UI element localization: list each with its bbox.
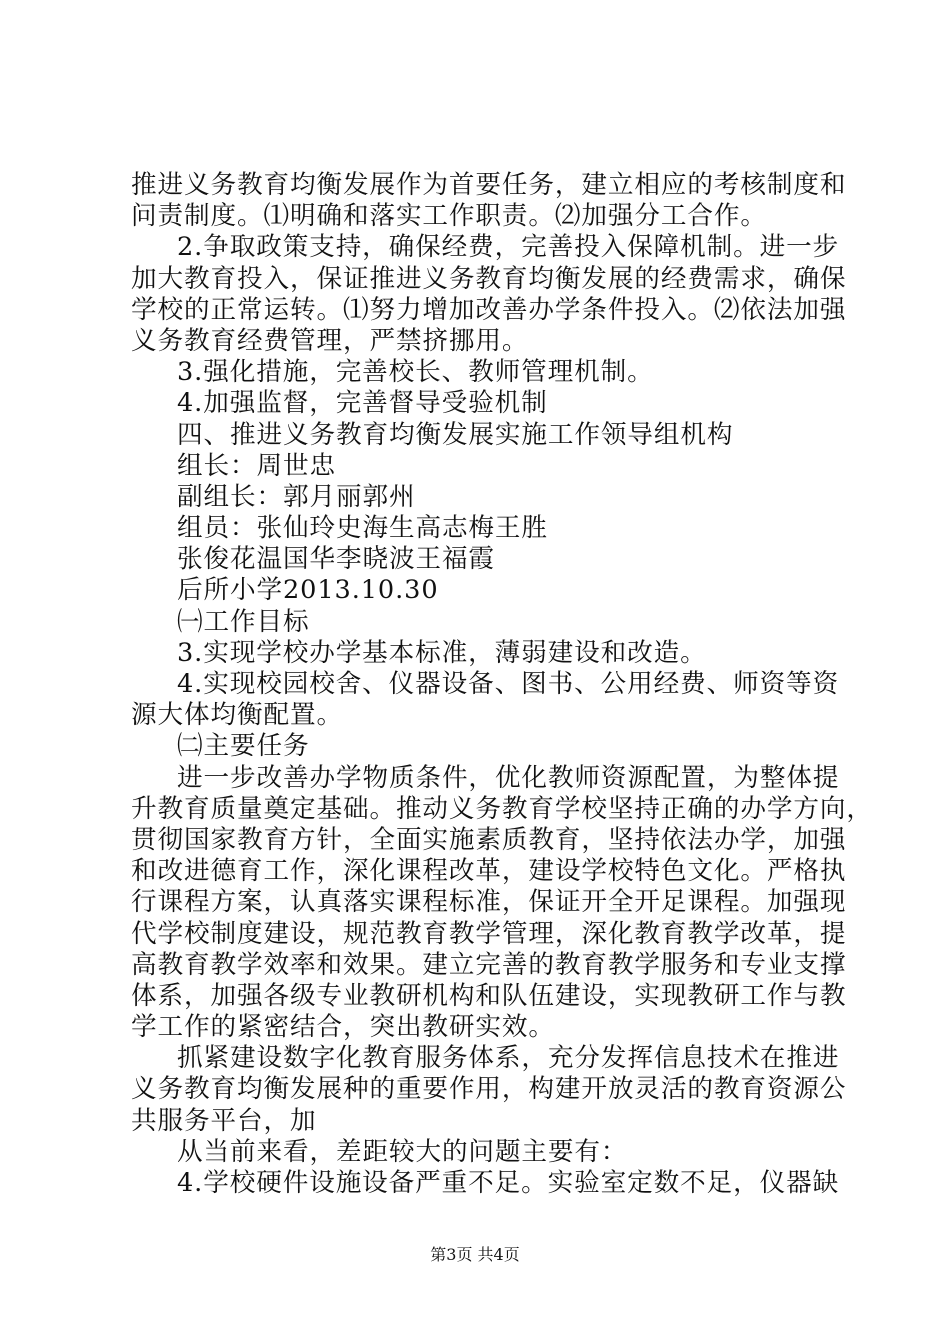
text-line: 抓紧建设数字化教育服务体系，充分发挥信息技术在推进 [177,1043,840,1074]
text-line: 高教育教学效率和效果。建立完善的教育教学服务和专业支撑 [131,949,847,980]
text-line: 副组长：郭月丽郭州 [177,481,416,512]
text-line: 4.加强监督，完善督导受验机制 [177,388,548,419]
text-line: 2.争取政策支持，确保经费，完善投入保障机制。进一步 [177,232,840,263]
text-line: 进一步改善办学物质条件，优化教师资源配置，为整体提 [177,762,840,793]
document-body [131,170,873,1199]
page-footer: 第3页 共4页 [430,1245,520,1264]
text-line: 四、推进义务教育均衡发展实施工作领导组机构 [177,419,734,450]
text-line: 义务教育经费管理，严禁挤挪用。 [131,325,529,356]
text-line: 和改进德育工作，深化课程改革，建设学校特色文化。严格执 [131,856,847,887]
text-line: 代学校制度建设，规范教育教学管理，深化教育教学改革，提 [131,918,847,949]
text-line: 共服务平台，加 [131,1105,317,1136]
text-line: 4.学校硬件设施设备严重不足。实验室定数不足，仪器缺 [177,1168,840,1198]
text-line: 升教育质量奠定基础。推动义务教育学校坚持正确的办学方向， [131,793,873,824]
text-line: 学工作的紧密结合，突出教研实效。 [131,1012,555,1043]
text-line: 组员：张仙玲史海生高志梅王胜 [177,513,548,544]
text-line: 3.强化措施，完善校长、教师管理机制。 [177,357,654,388]
text-line: 体系，加强各级专业教研机构和队伍建设，实现教研工作与教 [131,980,847,1011]
text-line: 从当前来看，差距较大的问题主要有： [177,1136,628,1167]
text-line: 加大教育投入，保证推进义务教育均衡发展的经费需求，确保 [131,263,847,294]
text-line: 学校的正常运转。⑴努力增加改善办学条件投入。⑵依法加强 [131,294,847,325]
text-line: 推进义务教育均衡发展作为首要任务，建立相应的考核制度和 [131,170,847,200]
text-line: 义务教育均衡发展种的重要作用，构建开放灵活的教育资源公 [131,1074,847,1105]
text-line: ㈡主要任务 [177,731,310,762]
text-line: 问责制度。⑴明确和落实工作职责。⑵加强分工合作。 [131,201,767,232]
text-line: 4.实现校园校舍、仪器设备、图书、公用经费、师资等资 [177,669,840,699]
text-line: 行课程方案，认真落实课程标准，保证开全开足课程。加强现 [131,887,847,918]
text-line: 张俊花温国华李晓波王福霞 [177,544,495,575]
text-line: 后所小学2013.10.30 [177,575,439,606]
text-line: 源大体均衡配置。 [131,700,343,731]
text-line: 3.实现学校办学基本标准，薄弱建设和改造。 [177,637,707,668]
text-line: ㈠工作目标 [177,606,310,637]
text-line: 组长：周世忠 [177,450,336,481]
text-line: 贯彻国家教育方针，全面实施素质教育，坚持依法办学，加强 [131,824,847,855]
